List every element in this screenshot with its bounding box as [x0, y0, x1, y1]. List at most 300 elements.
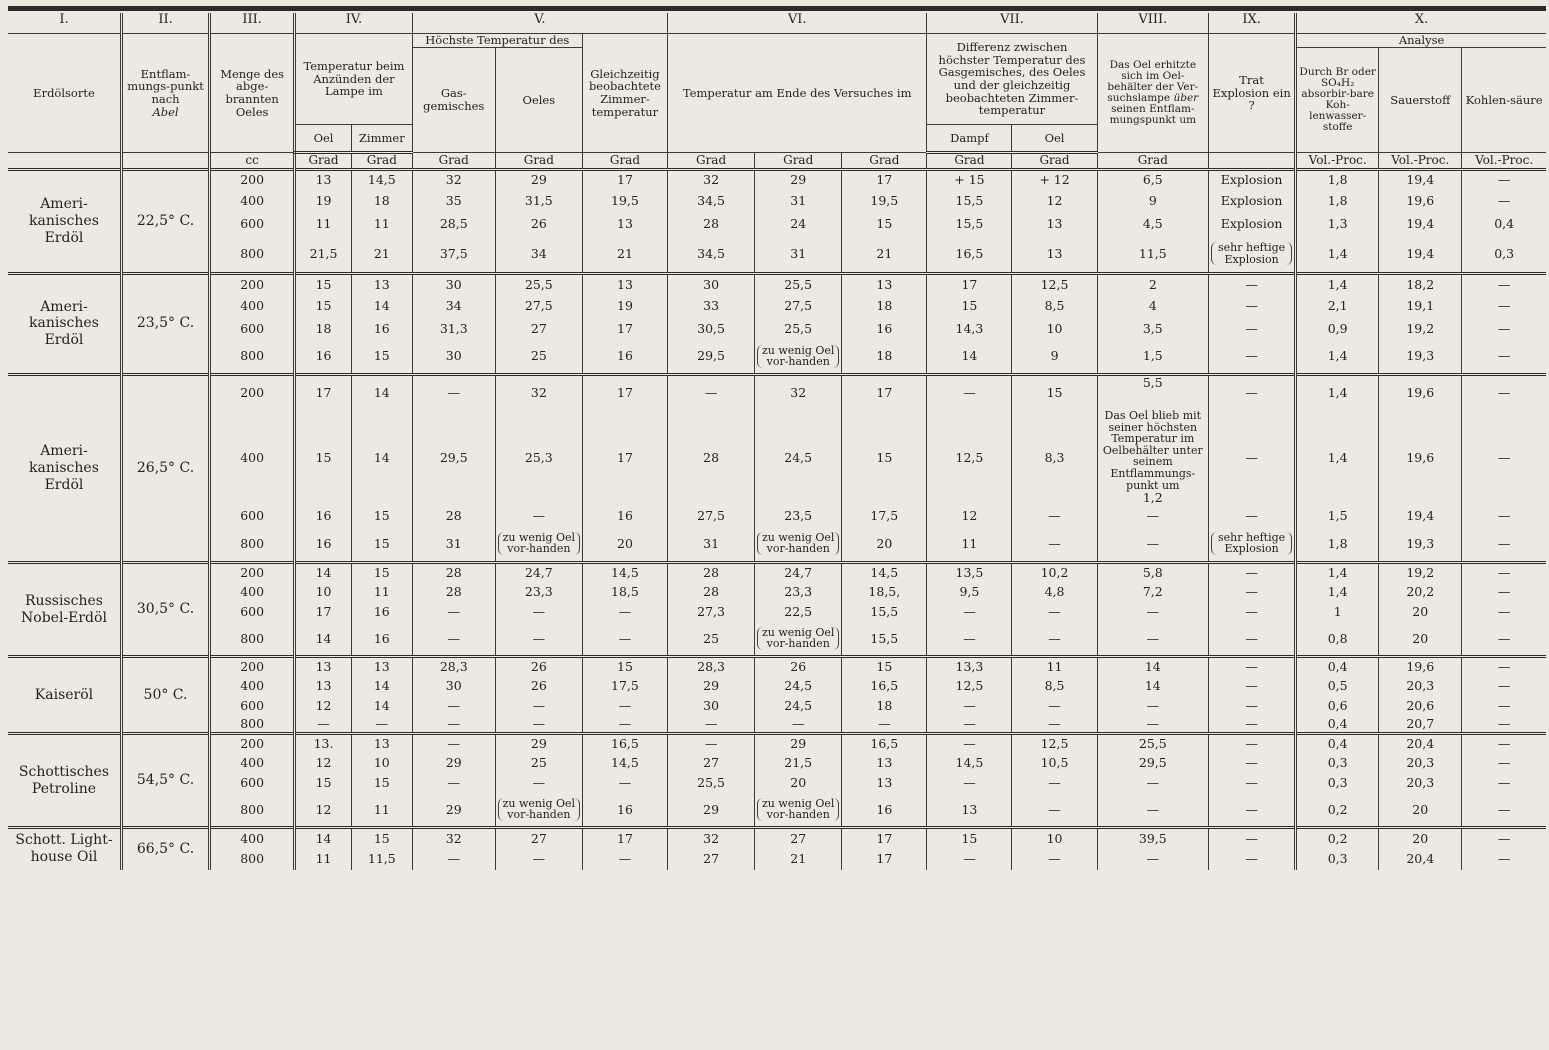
table-cell: 25,5: [1097, 734, 1208, 754]
table-cell: 19,5: [582, 189, 667, 212]
table-cell: 34,5: [668, 189, 755, 212]
col-roman-2: II.: [121, 13, 209, 34]
flash-point: 26,5° C.: [121, 374, 209, 562]
table-row: [8, 374, 1546, 410]
table-cell: 600: [210, 603, 295, 623]
table-cell: [495, 527, 582, 563]
table-cell: 17: [582, 410, 667, 505]
table-cell: 600: [210, 697, 295, 717]
table-cell: —: [1462, 754, 1546, 774]
table-cell: —: [1209, 583, 1296, 603]
table-cell: 1: [1296, 603, 1379, 623]
table-cell: 11: [1012, 657, 1097, 677]
table-cell: 14: [1097, 677, 1208, 697]
table-cell: —: [1462, 410, 1546, 505]
header-sauerstoff: Sauerstoff: [1379, 47, 1462, 152]
table-cell: 10: [1012, 828, 1097, 850]
table-cell: —: [1462, 794, 1546, 828]
table-cell: 18: [842, 295, 927, 317]
table-cell: 24,5: [755, 697, 842, 717]
table-cell: 28,5: [412, 212, 495, 236]
table-cell: —: [1209, 506, 1296, 527]
table-cell: 32: [755, 374, 842, 410]
table-cell: 8,3: [1012, 410, 1097, 505]
table-cell: 19: [295, 189, 352, 212]
table-cell: 14,3: [927, 317, 1012, 340]
table-cell: 0,4: [1462, 212, 1546, 236]
units-cell: Grad: [351, 153, 412, 170]
header-kohlensaeure: Kohlen-säure: [1462, 47, 1546, 152]
header-oel-erhitzte: [1097, 34, 1208, 153]
table-cell: 15: [842, 657, 927, 677]
oil-name: Kaiseröl: [8, 657, 121, 734]
table-cell: 7,2: [1097, 583, 1208, 603]
table-cell: 21: [582, 236, 667, 273]
table-cell: 0,4: [1296, 717, 1379, 734]
units-cell: Grad: [668, 153, 755, 170]
table-cell: 600: [210, 774, 295, 794]
table-cell: 28: [668, 212, 755, 236]
table-cell: 200: [210, 169, 295, 189]
table-cell: 28: [668, 583, 755, 603]
table-cell: 800: [210, 527, 295, 563]
table-cell: 16,5: [842, 734, 927, 754]
oil-name: Russisches Nobel-Erdöl: [8, 563, 121, 657]
table-cell: 800: [210, 236, 295, 273]
table-cell: [1097, 410, 1208, 505]
table-cell: 24,5: [755, 677, 842, 697]
table-cell: 0,3: [1296, 850, 1379, 870]
table-cell: 27,5: [495, 295, 582, 317]
table-row: [8, 828, 1546, 850]
table-cell: 19,2: [1379, 317, 1462, 340]
table-cell: —: [1209, 295, 1296, 317]
table-cell: 13: [842, 754, 927, 774]
units-cell: Grad: [412, 153, 495, 170]
table-row: [8, 850, 1546, 870]
table-cell: 13: [295, 677, 352, 697]
table-cell: —: [1209, 677, 1296, 697]
col-roman-1: I.: [8, 13, 121, 34]
table-row: [8, 295, 1546, 317]
table-cell: 24,7: [755, 563, 842, 583]
table-cell: —: [1012, 506, 1097, 527]
table-row: [8, 506, 1546, 527]
table-cell: —: [1209, 317, 1296, 340]
table-cell: 13,3: [927, 657, 1012, 677]
table-cell: 10: [1012, 317, 1097, 340]
table-cell: 17: [582, 828, 667, 850]
table-cell: 28: [412, 506, 495, 527]
table-cell: 1,4: [1296, 236, 1379, 273]
table-cell: 12,5: [927, 410, 1012, 505]
table-cell: 15: [842, 212, 927, 236]
table-cell: 17: [927, 273, 1012, 295]
table-cell: 28: [412, 563, 495, 583]
header-temp-anzuenden: Temperatur beim Anzünden der Lampe im: [295, 34, 413, 125]
table-cell: —: [1209, 657, 1296, 677]
table-cell: 400: [210, 189, 295, 212]
table-cell: 30: [668, 697, 755, 717]
table-cell: —: [1097, 506, 1208, 527]
table-cell: 15,5: [842, 603, 927, 623]
table-cell: 14: [351, 410, 412, 505]
table-cell: 29: [668, 794, 755, 828]
table-cell: —: [927, 623, 1012, 657]
table-cell: —: [1097, 697, 1208, 717]
table-cell: —: [1462, 273, 1546, 295]
table-row: [8, 697, 1546, 717]
bracketed-note: zu wenig Oel vor-handen: [757, 627, 839, 650]
table-cell: 25: [495, 754, 582, 774]
table-cell: —: [1462, 734, 1546, 754]
table-cell: 17,5: [842, 506, 927, 527]
table-cell: 17: [582, 317, 667, 340]
table-cell: 17: [582, 169, 667, 189]
header-kohlenwasserstoffe: Durch Br oder SO₄H₂ absorbir-bare Koh-lenwasser-stoffe: [1296, 47, 1379, 152]
table-cell: 19,5: [842, 189, 927, 212]
table-cell: 9,5: [927, 583, 1012, 603]
table-cell: 31,5: [495, 189, 582, 212]
table-cell: 17,5: [582, 677, 667, 697]
table-cell: [755, 623, 842, 657]
table-cell: 400: [210, 828, 295, 850]
table-cell: 8,5: [1012, 677, 1097, 697]
table-cell: 20: [1379, 794, 1462, 828]
header-erdoelsorte: Erdölsorte: [8, 34, 121, 153]
table-cell: 20,4: [1379, 850, 1462, 870]
table-cell: 400: [210, 583, 295, 603]
table-row: [8, 527, 1546, 563]
table-cell: —: [1462, 828, 1546, 850]
flash-point: 23,5° C.: [121, 273, 209, 374]
table-cell: 14,5: [351, 169, 412, 189]
table-cell: —: [1209, 410, 1296, 505]
table-cell: 37,5: [412, 236, 495, 273]
table-cell: 3,5: [1097, 317, 1208, 340]
table-cell: —: [1012, 717, 1097, 734]
table-cell: 25,5: [668, 774, 755, 794]
table-cell: 31: [412, 527, 495, 563]
table-cell: 400: [210, 754, 295, 774]
table-cell: 12,5: [1012, 273, 1097, 295]
table-cell: 6,5: [1097, 169, 1208, 189]
cell-value: 5,5: [1142, 374, 1163, 390]
table-cell: 0,9: [1296, 317, 1379, 340]
table-cell: 16: [351, 603, 412, 623]
table-cell: 12: [295, 697, 352, 717]
table-cell: 0,3: [1296, 774, 1379, 794]
table-cell: 4: [1097, 295, 1208, 317]
table-cell: —: [1012, 794, 1097, 828]
table-cell: —: [927, 374, 1012, 410]
table-cell: 32: [495, 374, 582, 410]
table-cell: 15: [295, 410, 352, 505]
table-cell: 19,6: [1379, 657, 1462, 677]
table-cell: 16: [842, 794, 927, 828]
table-cell: 21: [842, 236, 927, 273]
table-cell: 15: [295, 273, 352, 295]
table-row: [8, 410, 1546, 505]
table-cell: 26: [495, 657, 582, 677]
table-cell: [755, 794, 842, 828]
table-cell: 30: [412, 340, 495, 374]
table-cell: 32: [412, 169, 495, 189]
table-cell: 18,2: [1379, 273, 1462, 295]
flash-point: 22,5° C.: [121, 169, 209, 273]
table-cell: 11: [351, 212, 412, 236]
table-cell: —: [1097, 774, 1208, 794]
table-cell: 14: [927, 340, 1012, 374]
table-cell: 12,5: [927, 677, 1012, 697]
table-cell: 13: [927, 794, 1012, 828]
table-cell: 15: [582, 657, 667, 677]
table-cell: 18: [842, 340, 927, 374]
table-cell: 800: [210, 623, 295, 657]
header-menge: Menge des abge-brannten Oeles: [210, 34, 295, 153]
units-row: [8, 153, 1546, 170]
table-cell: 1,4: [1296, 563, 1379, 583]
table-cell: 11,5: [351, 850, 412, 870]
table-row: [8, 794, 1546, 828]
table-cell: 15,5: [927, 189, 1012, 212]
table-cell: [1097, 374, 1208, 410]
flash-point: 66,5° C.: [121, 828, 209, 870]
table-cell: 29: [755, 169, 842, 189]
table-cell: 29: [412, 794, 495, 828]
table-cell: Explosion: [1209, 169, 1296, 189]
table-cell: 13: [842, 273, 927, 295]
table-cell: 13: [1012, 212, 1097, 236]
table-cell: —: [927, 850, 1012, 870]
table-cell: 0,2: [1296, 794, 1379, 828]
table-cell: + 12: [1012, 169, 1097, 189]
table-cell: 15: [351, 563, 412, 583]
table-cell: 31,3: [412, 317, 495, 340]
table-cell: —: [1012, 697, 1097, 717]
table-cell: 29: [755, 734, 842, 754]
table-cell: 25: [668, 623, 755, 657]
table-cell: 16: [295, 527, 352, 563]
table-cell: 16,5: [927, 236, 1012, 273]
table-cell: 200: [210, 374, 295, 410]
table-cell: —: [1209, 603, 1296, 623]
table-cell: 20: [842, 527, 927, 563]
table-cell: —: [1209, 828, 1296, 850]
table-cell: 27,5: [755, 295, 842, 317]
col-roman-4: IV.: [295, 13, 413, 34]
table-cell: 30,5: [668, 317, 755, 340]
table-cell: 14: [351, 677, 412, 697]
table-cell: —: [1462, 374, 1546, 410]
table-cell: 1,4: [1296, 340, 1379, 374]
table-row: [8, 273, 1546, 295]
table-cell: 11: [351, 583, 412, 603]
table-cell: —: [1462, 527, 1546, 563]
table-row: [8, 583, 1546, 603]
table-cell: 14: [351, 295, 412, 317]
table-cell: 0,6: [1296, 697, 1379, 717]
table-cell: —: [1012, 603, 1097, 623]
table-cell: 0,3: [1462, 236, 1546, 273]
units-cell: Grad: [495, 153, 582, 170]
table-cell: 1,4: [1296, 410, 1379, 505]
table-cell: 29,5: [412, 410, 495, 505]
oil-name: Ameri-kanisches Erdöl: [8, 169, 121, 273]
table-cell: 10: [351, 754, 412, 774]
table-cell: 20: [1379, 828, 1462, 850]
table-cell: 19,4: [1379, 236, 1462, 273]
cell-value: 1,2: [1142, 490, 1163, 506]
units-cell: Vol.-Proc.: [1462, 153, 1546, 170]
table-cell: 21: [351, 236, 412, 273]
table-cell: 800: [210, 794, 295, 828]
table-cell: 1,5: [1296, 506, 1379, 527]
table-cell: 14: [351, 697, 412, 717]
table-cell: —: [927, 734, 1012, 754]
table-cell: 15: [351, 340, 412, 374]
table-cell: Explosion: [1209, 189, 1296, 212]
table-cell: —: [582, 697, 667, 717]
note-text: Das Oel blieb mit seiner höchsten Temperatur im Oelbehälter unter seinem Entflammungs-punkt um: [1102, 410, 1203, 492]
table-cell: 800: [210, 717, 295, 734]
table-cell: 600: [210, 506, 295, 527]
table-cell: 20: [1379, 623, 1462, 657]
table-cell: 2,1: [1296, 295, 1379, 317]
table-cell: 13.: [295, 734, 352, 754]
table-cell: —: [1097, 603, 1208, 623]
table-cell: —: [927, 697, 1012, 717]
table-cell: 1,8: [1296, 189, 1379, 212]
table-cell: —: [842, 717, 927, 734]
table-cell: —: [1209, 697, 1296, 717]
table-cell: 19,6: [1379, 410, 1462, 505]
table-cell: —: [412, 603, 495, 623]
units-cell: Vol.-Proc.: [1379, 153, 1462, 170]
table-cell: —: [1462, 850, 1546, 870]
units-cell-empty: [121, 153, 209, 170]
table-row: [8, 774, 1546, 794]
table-cell: 26: [495, 677, 582, 697]
table-cell: —: [1462, 603, 1546, 623]
top-rule: [8, 6, 1546, 11]
table-cell: 27: [668, 850, 755, 870]
table-cell: —: [495, 603, 582, 623]
units-cell: Grad: [1097, 153, 1208, 170]
table-row: [8, 212, 1546, 236]
table-cell: 12: [927, 506, 1012, 527]
table-cell: 27,3: [668, 603, 755, 623]
table-cell: 24,5: [755, 410, 842, 505]
header-oel-erhitzte-c: seinen Entflam-mungspunkt um: [1109, 103, 1197, 127]
table-cell: 27: [755, 828, 842, 850]
table-cell: 32: [668, 169, 755, 189]
header-gasgemisch: Gas-gemisches: [412, 47, 495, 152]
table-cell: 34: [412, 295, 495, 317]
table-cell: 200: [210, 273, 295, 295]
table-cell: 13: [582, 212, 667, 236]
col-roman-3: III.: [210, 13, 295, 34]
table-cell: 400: [210, 295, 295, 317]
table-cell: —: [495, 506, 582, 527]
table-cell: 19,4: [1379, 169, 1462, 189]
table-cell: —: [1097, 794, 1208, 828]
table-cell: —: [1462, 295, 1546, 317]
table-cell: 24,7: [495, 563, 582, 583]
table-cell: 5,8: [1097, 563, 1208, 583]
table-cell: 29: [412, 754, 495, 774]
table-row: [8, 603, 1546, 623]
table-cell: 0,3: [1296, 754, 1379, 774]
table-cell: —: [495, 774, 582, 794]
table-cell: —: [1012, 527, 1097, 563]
table-cell: 16,5: [582, 734, 667, 754]
table-cell: —: [582, 774, 667, 794]
table-cell: 15: [351, 527, 412, 563]
table-cell: 1,4: [1296, 273, 1379, 295]
table-cell: —: [412, 734, 495, 754]
table-cell: 15: [927, 828, 1012, 850]
table-cell: —: [1012, 850, 1097, 870]
table-cell: 21: [755, 850, 842, 870]
table-cell: 600: [210, 317, 295, 340]
bracketed-note: zu wenig Oel vor-handen: [757, 798, 839, 821]
table-cell: 39,5: [1097, 828, 1208, 850]
table-cell: 20,7: [1379, 717, 1462, 734]
table-cell: 31: [755, 189, 842, 212]
table-cell: 17: [582, 374, 667, 410]
table-cell: 29: [668, 677, 755, 697]
table-cell: 25,3: [495, 410, 582, 505]
table-cell: 29,5: [1097, 754, 1208, 774]
table-cell: —: [1462, 317, 1546, 340]
table-cell: 23,3: [495, 583, 582, 603]
header-anz-oel: Oel: [295, 125, 352, 153]
table-cell: 19,2: [1379, 563, 1462, 583]
table-cell: 16: [582, 794, 667, 828]
table-cell: 33: [668, 295, 755, 317]
table-cell: 9: [1097, 189, 1208, 212]
units-cell: Grad: [755, 153, 842, 170]
header-explosion: Trat Explosion ein ?: [1209, 34, 1296, 153]
table-cell: —: [927, 717, 1012, 734]
table-cell: 15: [295, 295, 352, 317]
table-cell: —: [1462, 657, 1546, 677]
table-cell: —: [1462, 506, 1546, 527]
table-cell: —: [582, 850, 667, 870]
table-cell: 19,6: [1379, 189, 1462, 212]
units-cell: Grad: [295, 153, 352, 170]
table-cell: 14,5: [927, 754, 1012, 774]
table-cell: 9: [1012, 340, 1097, 374]
table-cell: 19,6: [1379, 374, 1462, 410]
table-cell: 27: [668, 754, 755, 774]
table-cell: 14,5: [842, 563, 927, 583]
table-cell: 8,5: [1012, 295, 1097, 317]
table-cell: 23,3: [755, 583, 842, 603]
bracketed-note: zu wenig Oel vor-handen: [498, 798, 580, 821]
table-cell: 15,5: [927, 212, 1012, 236]
table-cell: 35: [412, 189, 495, 212]
table-cell: 0,2: [1296, 828, 1379, 850]
table-cell: —: [412, 774, 495, 794]
table-cell: [1209, 527, 1296, 563]
table-cell: 31: [668, 527, 755, 563]
table-cell: 29,5: [668, 340, 755, 374]
bracketed-note: zu wenig Oel vor-handen: [757, 345, 839, 368]
table-cell: —: [1209, 717, 1296, 734]
flash-point: 54,5° C.: [121, 734, 209, 828]
